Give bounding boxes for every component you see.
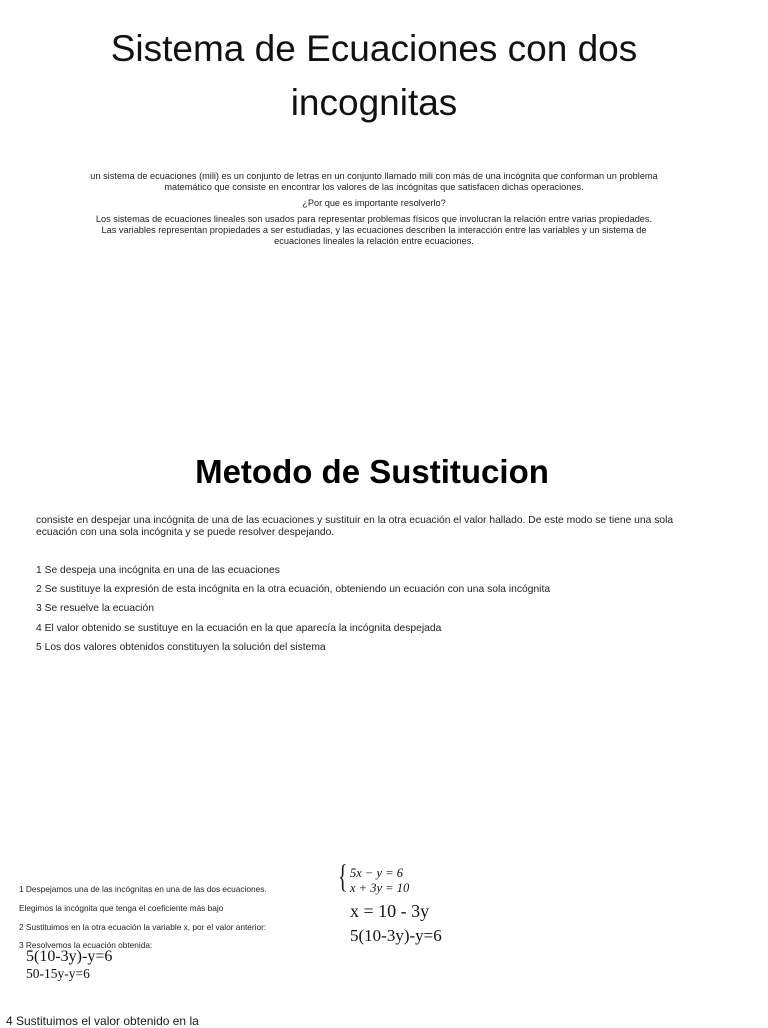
system-equation-2: x + 3y = 10 [350,881,410,895]
method-step-1: 1 Se despeja una incógnita en una de las ecuaciones [36,565,280,576]
importance-question: ¿Por que es importante resolverlo? [302,198,446,208]
intro-section [88,171,660,252]
example-step-1b: Elegimos la incógnita que tenga el coeficiente más bajo [19,903,224,913]
result-equation-1: 5(10-3y)-y=6 [26,948,113,965]
method-description: consiste en despejar una incógnita de una de las ecuaciones y sustituir en la otra ecuación el valor hallado. De este modo se tiene una sola ecuación con una sola incógnita y se puede resolver despejando. [36,515,674,538]
example-step-1: 1 Despejamos una de las incógnitas en una de las dos ecuaciones. [19,884,267,894]
page-title-sistema: Sistema de Ecuaciones con dos incognitas [110,28,638,123]
method-step-5: 5 Los dos valores obtenidos constituyen la solución del sistema [36,642,326,653]
result-equation-2: 50-15y-y=6 [26,966,90,981]
method-step-3: 3 Se resuelve la ecuación [36,603,154,614]
solved-x-equation: x = 10 - 3y [350,901,430,921]
system-brace: { [338,859,348,895]
example-step-4-partial: 4 Sustituimos el valor obtenido en la [6,1014,199,1028]
substituted-equation: 5(10-3y)-y=6 [350,926,442,945]
example-step-2: 2 Sustituimos en la otra ecuación la variable x, por el valor anterior: [19,922,267,932]
example-step-3: 3 Resolvemos la ecuación obtenida: [19,940,153,950]
section-title-sustitucion: Metodo de Sustitucion [195,453,549,490]
intro-paragraph: un sistema de ecuaciones (mili) es un conjunto de letras en un conjunto llamado mili con más de una incógnita que conforman un problema matemático que consiste en encontrar los valores de las incógnitas que satisfacen dichas operaciones. [90,171,658,192]
importance-paragraph: Los sistemas de ecuaciones lineales son usados para representar problemas físicos que involucran la relación entre varias propiedades. Las variables representan propiedades a ser estudiadas, y las ecuaciones describen la interacción entre las variables y un sistema de ecuaciones lineales la relación entre ecuaciones. [95,214,653,246]
method-step-4: 4 El valor obtenido se sustituye en la ecuación en la que aparecía la incógnita despejada [36,623,442,634]
method-step-2: 2 Se sustituye la expresión de esta incógnita en la otra ecuación, obteniendo un ecuación con una sola incógnita [36,584,551,595]
system-equation-1: 5x − y = 6 [350,866,403,880]
